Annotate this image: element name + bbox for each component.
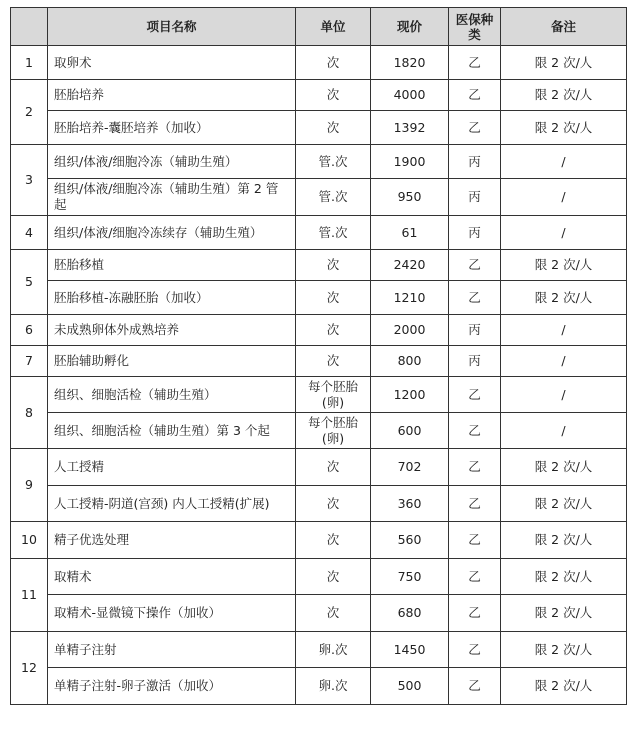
item-name: 组织/体液/细胞冷冻（辅助生殖）第 2 管起 [48, 179, 296, 216]
table-row [11, 346, 627, 377]
item-note: 限 2 次/人 [501, 486, 627, 522]
item-price: 560 [371, 522, 449, 559]
item-note: 限 2 次/人 [501, 281, 627, 315]
row-index: 8 [11, 377, 48, 449]
item-name: 人工授精-阴道(宫颈) 内人工授精(扩展) [48, 486, 296, 522]
item-insurance-type: 乙 [449, 668, 501, 705]
item-unit: 次 [296, 315, 371, 346]
header-price: 现价 [371, 8, 449, 46]
row-index: 4 [11, 216, 48, 250]
fee-table [10, 7, 627, 705]
item-note: / [501, 377, 627, 413]
item-price: 680 [371, 595, 449, 632]
item-insurance-type: 乙 [449, 632, 501, 668]
row-index: 6 [11, 315, 48, 346]
header-index [11, 8, 48, 46]
item-note: / [501, 346, 627, 377]
table-row [11, 80, 627, 111]
item-insurance-type: 乙 [449, 80, 501, 111]
item-insurance-type: 丙 [449, 179, 501, 216]
item-note: 限 2 次/人 [501, 522, 627, 559]
item-name: 单精子注射-卵子激活（加收） [48, 668, 296, 705]
item-price: 360 [371, 486, 449, 522]
item-unit: 卵.次 [296, 668, 371, 705]
item-note: 限 2 次/人 [501, 250, 627, 281]
table-row [11, 315, 627, 346]
item-insurance-type: 乙 [449, 377, 501, 413]
item-note: 限 2 次/人 [501, 668, 627, 705]
item-unit: 次 [296, 281, 371, 315]
header-unit: 单位 [296, 8, 371, 46]
table-row [11, 111, 627, 145]
item-name: 精子优选处理 [48, 522, 296, 559]
item-insurance-type: 乙 [449, 250, 501, 281]
item-insurance-type: 乙 [449, 449, 501, 486]
item-unit: 次 [296, 595, 371, 632]
item-note: / [501, 216, 627, 250]
item-price: 500 [371, 668, 449, 705]
item-unit: 次 [296, 559, 371, 595]
item-note: 限 2 次/人 [501, 46, 627, 80]
row-index: 2 [11, 80, 48, 145]
item-note: 限 2 次/人 [501, 111, 627, 145]
item-name: 胚胎培养 [48, 80, 296, 111]
item-insurance-type: 丙 [449, 216, 501, 250]
item-unit: 管.次 [296, 216, 371, 250]
item-unit: 卵.次 [296, 632, 371, 668]
table-row [11, 281, 627, 315]
table-row [11, 46, 627, 80]
item-name: 未成熟卵体外成熟培养 [48, 315, 296, 346]
item-price: 800 [371, 346, 449, 377]
item-name: 组织/体液/细胞冷冻（辅助生殖） [48, 145, 296, 179]
item-insurance-type: 乙 [449, 413, 501, 449]
row-index: 9 [11, 449, 48, 522]
item-unit: 每个胚胎(卵) [296, 377, 371, 413]
item-price: 1200 [371, 377, 449, 413]
item-note: 限 2 次/人 [501, 449, 627, 486]
item-note: 限 2 次/人 [501, 632, 627, 668]
item-unit: 每个胚胎(卵) [296, 413, 371, 449]
item-unit: 次 [296, 449, 371, 486]
item-name: 胚胎移植-冻融胚胎（加收） [48, 281, 296, 315]
item-price: 1210 [371, 281, 449, 315]
item-unit: 次 [296, 80, 371, 111]
table-row [11, 449, 627, 486]
item-note: / [501, 413, 627, 449]
item-unit: 次 [296, 250, 371, 281]
header-name: 项目名称 [48, 8, 296, 46]
row-index: 3 [11, 145, 48, 216]
item-insurance-type: 丙 [449, 315, 501, 346]
item-price: 950 [371, 179, 449, 216]
item-note: 限 2 次/人 [501, 595, 627, 632]
table-row [11, 145, 627, 179]
table-row [11, 377, 627, 413]
item-insurance-type: 乙 [449, 111, 501, 145]
table-row [11, 595, 627, 632]
row-index: 10 [11, 522, 48, 559]
item-unit: 次 [296, 486, 371, 522]
item-name: 取卵术 [48, 46, 296, 80]
table-row [11, 486, 627, 522]
item-note: / [501, 315, 627, 346]
header-row [11, 8, 627, 46]
item-price: 750 [371, 559, 449, 595]
table-row [11, 632, 627, 668]
item-unit: 次 [296, 346, 371, 377]
row-index: 12 [11, 632, 48, 705]
item-price: 2420 [371, 250, 449, 281]
row-index: 7 [11, 346, 48, 377]
item-name: 组织、细胞活检（辅助生殖）第 3 个起 [48, 413, 296, 449]
item-note: 限 2 次/人 [501, 80, 627, 111]
item-price: 2000 [371, 315, 449, 346]
item-insurance-type: 乙 [449, 46, 501, 80]
item-unit: 次 [296, 46, 371, 80]
table-row [11, 250, 627, 281]
item-note: / [501, 145, 627, 179]
item-note: 限 2 次/人 [501, 559, 627, 595]
table-row [11, 216, 627, 250]
item-unit: 管.次 [296, 145, 371, 179]
table-row [11, 413, 627, 449]
item-unit: 管.次 [296, 179, 371, 216]
item-price: 1900 [371, 145, 449, 179]
item-insurance-type: 乙 [449, 281, 501, 315]
item-price: 1450 [371, 632, 449, 668]
item-price: 4000 [371, 80, 449, 111]
item-name: 组织/体液/细胞冷冻续存（辅助生殖） [48, 216, 296, 250]
item-name: 人工授精 [48, 449, 296, 486]
item-name: 胚胎培养-囊胚培养（加收） [48, 111, 296, 145]
item-name: 组织、细胞活检（辅助生殖） [48, 377, 296, 413]
header-note: 备注 [501, 8, 627, 46]
item-name: 胚胎辅助孵化 [48, 346, 296, 377]
table-row [11, 559, 627, 595]
item-insurance-type: 乙 [449, 522, 501, 559]
item-price: 1392 [371, 111, 449, 145]
item-insurance-type: 乙 [449, 595, 501, 632]
item-name: 单精子注射 [48, 632, 296, 668]
item-note: / [501, 179, 627, 216]
table-row [11, 179, 627, 216]
table-row [11, 522, 627, 559]
item-price: 61 [371, 216, 449, 250]
item-insurance-type: 丙 [449, 346, 501, 377]
item-unit: 次 [296, 111, 371, 145]
item-name: 取精术 [48, 559, 296, 595]
item-insurance-type: 丙 [449, 145, 501, 179]
item-price: 600 [371, 413, 449, 449]
row-index: 5 [11, 250, 48, 315]
item-insurance-type: 乙 [449, 559, 501, 595]
table-row [11, 668, 627, 705]
item-price: 1820 [371, 46, 449, 80]
item-price: 702 [371, 449, 449, 486]
item-unit: 次 [296, 522, 371, 559]
row-index: 1 [11, 46, 48, 80]
item-name: 胚胎移植 [48, 250, 296, 281]
item-name: 取精术-显微镜下操作（加收） [48, 595, 296, 632]
header-insurance-type: 医保种类 [449, 8, 501, 46]
row-index: 11 [11, 559, 48, 632]
item-insurance-type: 乙 [449, 486, 501, 522]
